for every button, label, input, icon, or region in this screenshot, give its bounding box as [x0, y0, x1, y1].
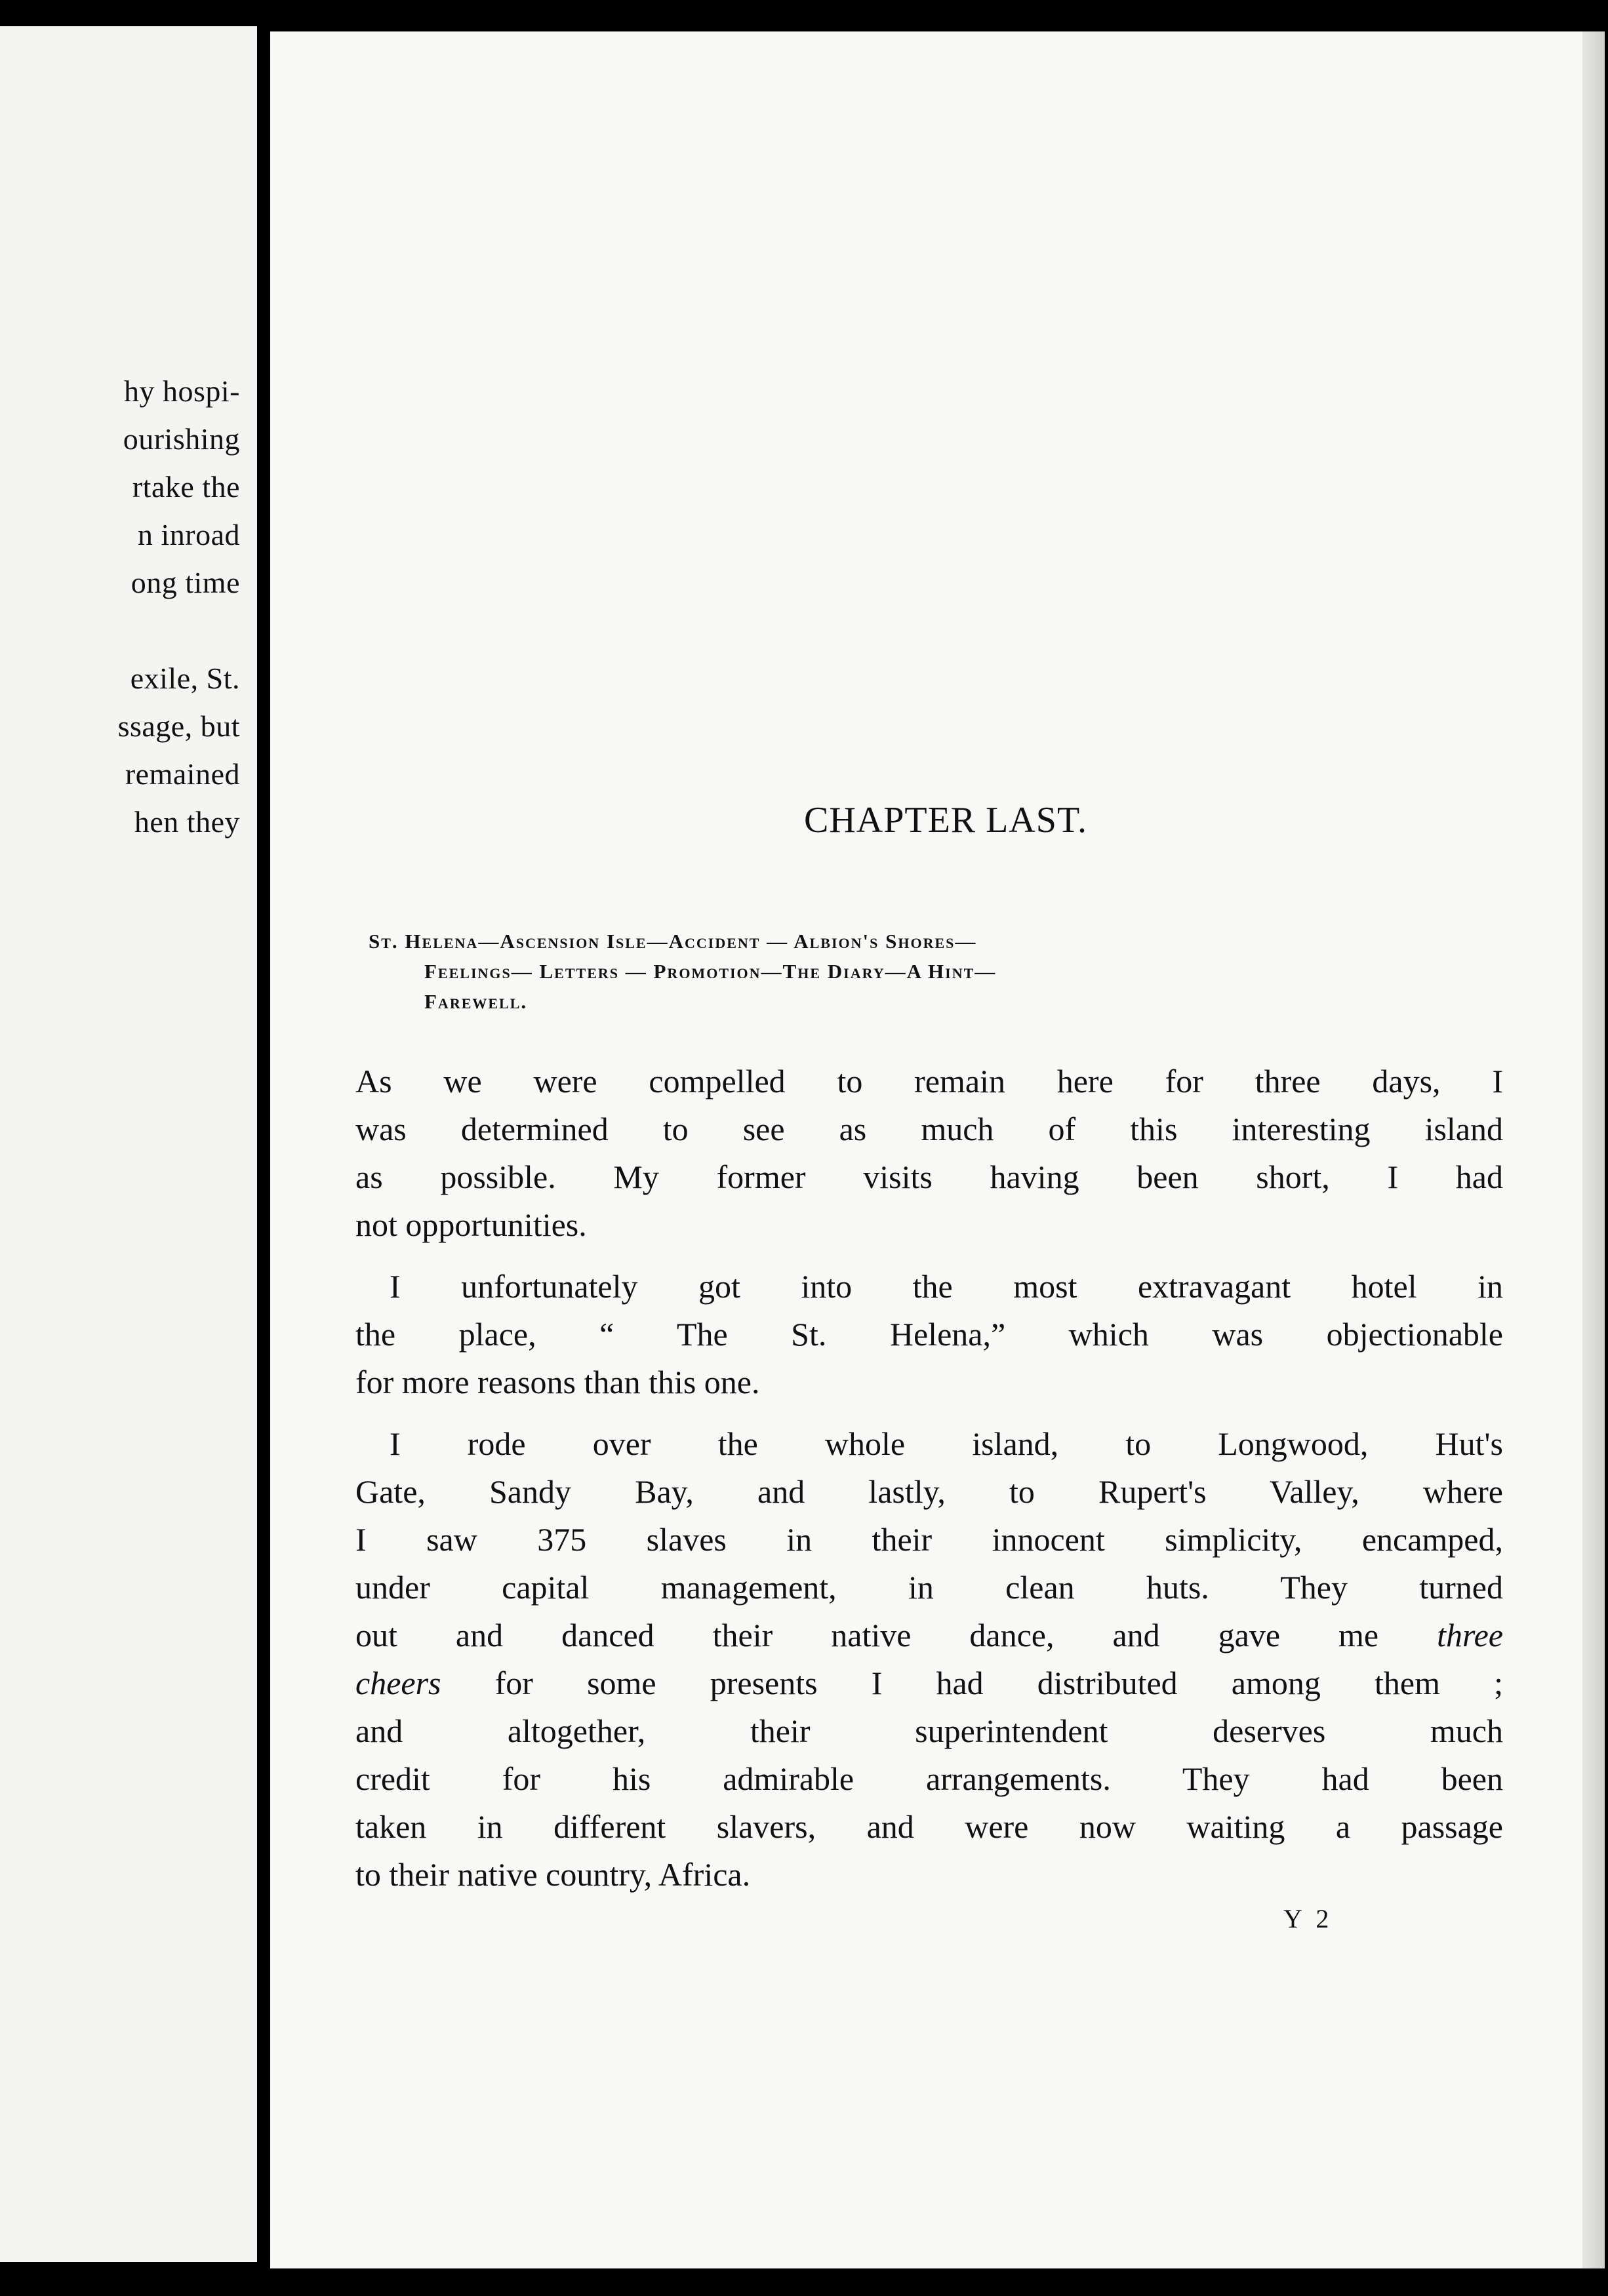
italic-text: three — [1437, 1617, 1504, 1653]
text-line: not opportunities. — [355, 1206, 587, 1243]
text-line: as possible. My former visits having been short, I had — [355, 1158, 1503, 1195]
paragraph-1 — [355, 1058, 1503, 1249]
text-line: Gate, Sandy Bay, and lastly, to Rupert's Valley, where — [355, 1473, 1503, 1510]
chapter-summary — [369, 926, 1510, 1017]
text-line: for more reasons than this one. — [355, 1364, 760, 1400]
paragraph-2 — [355, 1263, 1503, 1406]
left-page-line: hy hospi- — [124, 374, 240, 408]
chapter-title: CHAPTER LAST. — [804, 800, 1087, 841]
text-line: was determined to see as much of this interesting island — [355, 1111, 1503, 1147]
text-line: I rode over the whole island, to Longwood, Hut's — [390, 1425, 1503, 1462]
left-page-line: remained — [125, 757, 240, 791]
text-segment: out and danced their native dance, and gave me — [355, 1617, 1379, 1653]
chapter-summary-line: Feelings— Letters — Promotion—The Diary—A Hint— — [424, 960, 997, 983]
left-page-line: hen they — [134, 805, 240, 839]
text-line: taken in different slavers, and were now waiting a passage — [355, 1808, 1503, 1845]
text-line: I unfortunately got into the most extravagant hotel in — [390, 1268, 1503, 1305]
text-line: the place, “ The St. Helena,” which was objectionable — [355, 1316, 1503, 1353]
text-line: I saw 375 slaves in their innocent simplicity, encamped, — [355, 1521, 1503, 1558]
text-line: As we were compelled to remain here for three days, I — [355, 1063, 1503, 1099]
left-page-line: ssage, but — [117, 709, 240, 743]
chapter-summary-line: Farewell. — [424, 990, 528, 1013]
italic-text: cheers — [355, 1665, 441, 1701]
text-line: under capital management, in clean huts. They turned — [355, 1569, 1503, 1606]
chapter-summary-line: St. Helena—Ascension Isle—Accident — Albion's Shores— — [369, 930, 977, 953]
text-line: and altogether, their superintendent deserves much — [355, 1712, 1503, 1749]
text-line: credit for his admirable arrangements. They had been — [355, 1760, 1503, 1797]
left-page-line: rtake the — [132, 470, 240, 504]
left-page-line: ourishing — [123, 422, 240, 456]
binding-gutter — [257, 0, 270, 2296]
signature-mark: Y 2 — [1283, 1904, 1333, 1933]
right-page — [270, 31, 1605, 2268]
text-line: to their native country, Africa. — [355, 1856, 751, 1893]
page-edge — [1582, 31, 1605, 2268]
left-page-line: ong time — [131, 566, 240, 599]
left-page-line: exile, St. — [130, 662, 240, 695]
text-line — [355, 1659, 1503, 1707]
text-segment: for some presents I had distributed among them ; — [494, 1665, 1504, 1701]
paragraph-3 — [355, 1420, 1503, 1899]
left-page-fragment — [0, 26, 257, 2262]
text-line — [355, 1612, 1503, 1659]
left-page-line: n inroad — [137, 518, 240, 551]
